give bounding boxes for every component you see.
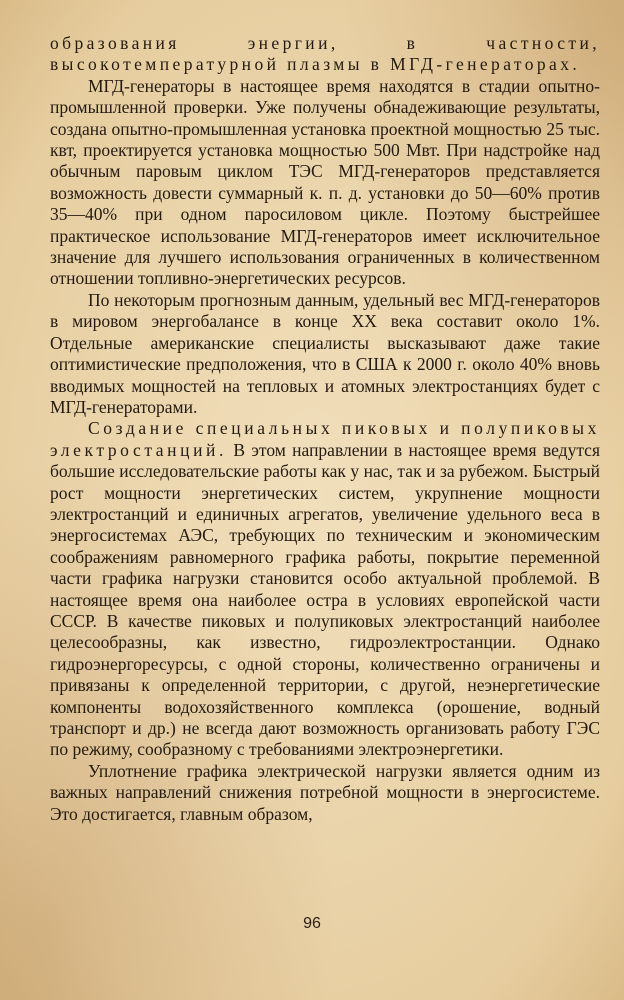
paragraph: Уплотнение графика электрической нагрузки является одним из важных направлений снижения потребной мощности в энергосистеме. Это достигается, главным образом, [50,760,600,824]
page-number: 96 [303,915,321,932]
paragraph: МГД-генераторы в настоящее время находятся в стадии опытно-промышленной проверки. Уже получены обнадеживающие результаты, создана опытно-промышленная установка проектной мощностью 25 тыс. квт, проектируется установка мощностью 500 Мвт. При надстройке над обычным паровым циклом ТЭС МГД-генераторов представляется возможность довести суммарный к. п. д. установки до 50—60% против 35—40% при одном паросиловом цикле. Поэтому быстрейшее практическое использование МГД-генераторов имеет исключительное значение для лучшего использования ограниченных в количественном отношении топливно-энергетических ресурсов. [50,75,600,289]
spaced-text: образования энергии, в частности, высокотемпературной плазмы в МГД-генераторах. [50,33,600,75]
body-text [50,33,600,825]
paragraph: По некоторым прогнозным данным, удельный вес МГД-генераторов в мировом энергобалансе в конце XX века составит около 1%. Отдельные американские специалисты высказывают даже такие оптимистические предположения, что в США к 2000 г. около 40% вновь вводимых мощностей на тепловых и атомных электростанциях будет с МГД-генераторами. [50,289,600,417]
paragraph-body: В этом направлении в настоящее время ведутся большие исследовательские работы как у нас, так и за рубежом. Быстрый рост мощности энергетических систем, укрупнение мощности электростанций и единичных агрегатов, увеличение удельного веса в энергосистемах АЭС, требующих по техническим и экономическим соображениям равномерного графика работы, покрытие переменной части графика нагрузки становится особо актуальной проблемой. В настоящее время она наиболее остра в условиях европейской части СССР. В качестве пиковых и полупиковых электростанций наиболее целесообразны, как известно, гидроэлектростанции. Однако гидроэнергоресурсы, с одной стороны, количественно ограничены и привязаны к определенной территории, с другой, неэнергетические компоненты водохозяйственного комплекса (орошение, водный транспорт и др.) не всегда дают возможность организовать работу ГЭС по режиму, сообразному с требованиями электроэнергетики. [50,439,600,760]
paragraph-with-heading [50,418,600,761]
paragraph-continuation [50,33,600,76]
section-heading: Создание специальных пиковых и полупиковых электростанций. [50,418,600,460]
